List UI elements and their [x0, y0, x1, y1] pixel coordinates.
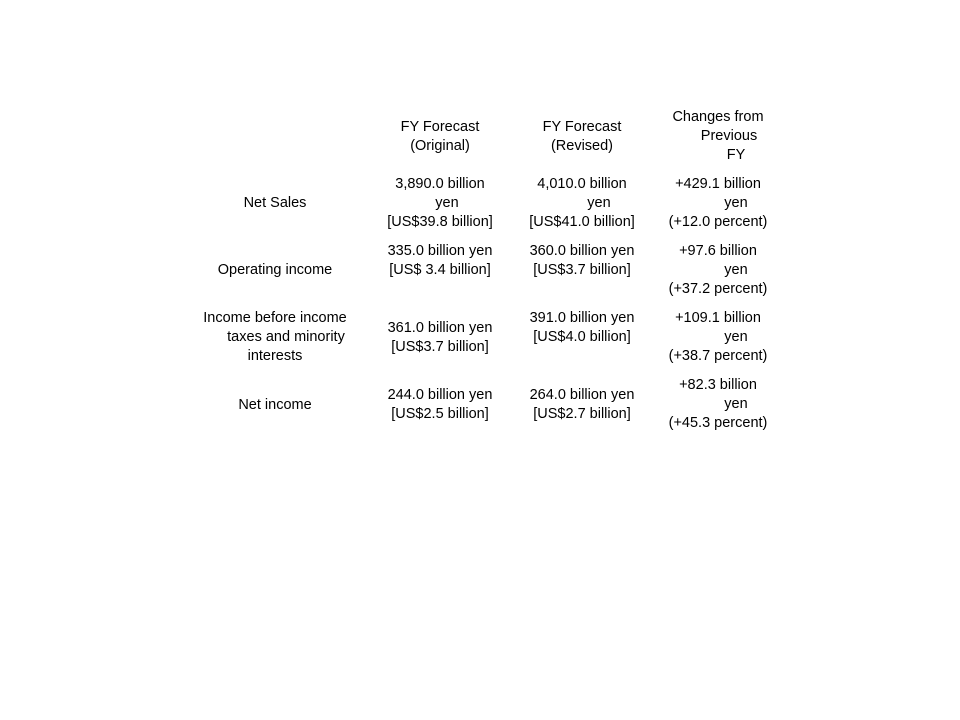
cell-line: +82.3 billion: [679, 377, 757, 393]
header-changes: [656, 108, 780, 165]
cell-line: (+38.7 percent): [668, 348, 768, 364]
cell-line: 391.0 billion yen: [529, 310, 635, 326]
cell-line: 264.0 billion yen: [529, 387, 635, 403]
cell-line: 4,010.0 billion: [537, 176, 627, 192]
cell-original: [372, 319, 508, 357]
header-original: [372, 118, 508, 156]
cell-changes: [656, 376, 780, 433]
cell-line: yen: [435, 195, 459, 211]
cell-line: 3,890.0 billion: [395, 176, 485, 192]
header-revised: [514, 118, 650, 156]
cell-line: (+37.2 percent): [668, 281, 768, 297]
cell-revised: [514, 175, 650, 232]
header-original-line: (Original): [410, 138, 470, 154]
cell-line: yen: [724, 396, 748, 412]
row-label-net-income: [190, 396, 360, 415]
row-label-income-before-taxes: [190, 309, 360, 366]
cell-line: [US$4.0 billion]: [533, 329, 631, 345]
header-changes-line: Changes from: [672, 109, 764, 125]
cell-line: +109.1 billion: [675, 310, 761, 326]
row-label-net-sales: [190, 194, 360, 213]
cell-line: +97.6 billion: [679, 243, 757, 259]
row-label-line: Income before income: [203, 310, 347, 326]
cell-line: yen: [724, 329, 748, 345]
cell-original: [372, 242, 508, 280]
cell-line: +429.1 billion: [675, 176, 761, 192]
row-label-line: Net Sales: [243, 195, 307, 211]
header-changes-line: Previous: [700, 128, 758, 144]
cell-line: [US$ 3.4 billion]: [389, 262, 491, 278]
cell-line: [US$41.0 billion]: [529, 214, 635, 230]
cell-line: [US$2.7 billion]: [533, 406, 631, 422]
cell-changes: [656, 309, 780, 366]
cell-line: 244.0 billion yen: [387, 387, 493, 403]
cell-line: (+45.3 percent): [668, 415, 768, 431]
cell-changes: [656, 175, 780, 232]
row-label-operating-income: [190, 261, 360, 280]
row-label-line: interests: [247, 348, 303, 364]
cell-revised: [514, 386, 650, 424]
row-label-line: Net income: [238, 397, 312, 413]
cell-line: [US$2.5 billion]: [391, 406, 489, 422]
cell-revised: [514, 309, 650, 347]
row-label-line: taxes and minority: [227, 329, 345, 345]
header-changes-line: FY: [726, 147, 746, 163]
cell-changes: [656, 242, 780, 299]
cell-line: 360.0 billion yen: [529, 243, 635, 259]
cell-line: yen: [724, 262, 748, 278]
cell-line: [US$3.7 billion]: [533, 262, 631, 278]
cell-line: [US$39.8 billion]: [387, 214, 493, 230]
cell-line: yen: [587, 195, 611, 211]
header-revised-line: (Revised): [550, 138, 614, 154]
cell-line: [US$3.7 billion]: [391, 339, 489, 355]
cell-original: [372, 386, 508, 424]
cell-revised: [514, 242, 650, 280]
cell-line: 361.0 billion yen: [387, 320, 493, 336]
header-revised-line: FY Forecast: [542, 119, 622, 135]
cell-line: 335.0 billion yen: [387, 243, 493, 259]
cell-original: [372, 175, 508, 232]
header-original-line: FY Forecast: [400, 119, 480, 135]
row-label-line: Operating income: [217, 262, 333, 278]
cell-line: yen: [724, 195, 748, 211]
cell-line: (+12.0 percent): [668, 214, 768, 230]
